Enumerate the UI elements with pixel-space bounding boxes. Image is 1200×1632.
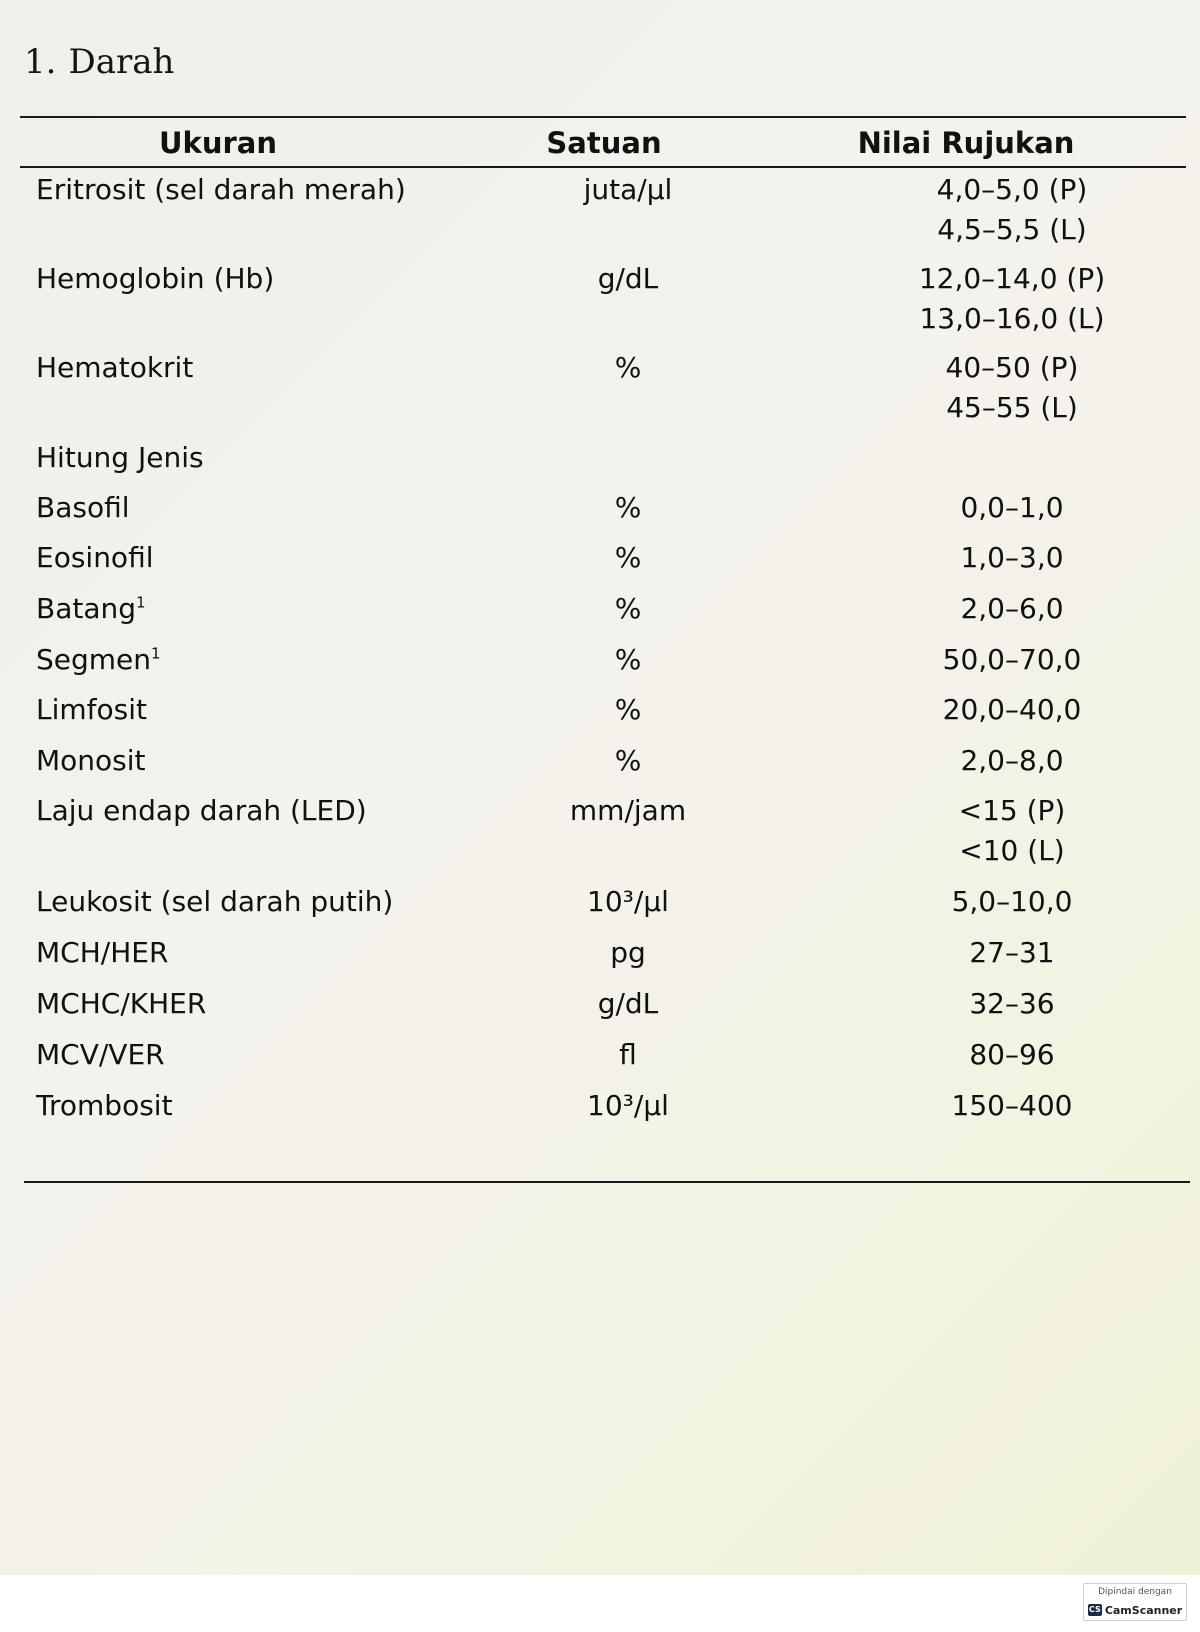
row-unit: mm/jam [569,794,687,827]
reference-female: <15 (P) [958,794,1066,827]
row-unit: % [614,351,642,384]
watermark-caption: Dipindai dengan [1098,1587,1172,1597]
row-unit: g/dL [597,987,659,1020]
row-unit: pg [610,936,646,969]
row-name: Monosit [36,744,146,777]
camscanner-logo-icon: CS [1088,1605,1101,1614]
row-unit: % [614,643,642,676]
reference-male: 4,5–5,5 (L) [937,213,1087,246]
row-name: Basofil [36,491,130,524]
row-name: MCH/HER [36,936,169,969]
row-name: MCHC/KHER [36,987,207,1020]
footnote-marker: 1 [136,593,146,612]
row-reference [937,170,1088,250]
row-name: Limfosit [36,693,147,726]
watermark-brand [1088,1604,1182,1617]
row-name-text: Batang [36,592,137,625]
row-reference: 1,0–3,0 [960,541,1064,574]
table-header-rule [20,166,1186,168]
row-name [36,589,146,629]
header-nilai-rujukan: Nilai Rujukan [857,126,1075,160]
row-unit: % [614,491,642,524]
row-reference: 2,0–8,0 [960,744,1064,777]
reference-female: 4,0–5,0 (P) [936,173,1088,206]
row-reference: 27–31 [969,936,1055,969]
row-name-text: Segmen [36,643,152,676]
row-reference: 2,0–6,0 [960,592,1064,625]
row-reference: 32–36 [969,987,1055,1020]
row-reference [959,791,1066,871]
watermark-brand-name: CamScanner [1104,1603,1183,1617]
row-reference [919,259,1105,339]
table-top-rule [20,116,1186,118]
row-unit: 10³/µl [587,885,669,918]
header-ukuran: Ukuran [159,126,277,160]
reference-male: <10 (L) [959,834,1065,867]
row-reference: 50,0–70,0 [942,643,1082,676]
camscanner-watermark [1083,1583,1187,1621]
section-title: Darah [68,42,175,82]
row-name: Eritrosit (sel darah merah) [36,173,406,206]
section-heading [24,42,174,82]
row-reference: 150–400 [951,1089,1073,1122]
row-reference: 20,0–40,0 [942,693,1082,726]
row-group-label: Hitung Jenis [36,441,204,474]
row-unit: % [614,541,642,574]
row-name: Eosinofil [36,541,154,574]
row-name: Trombosit [36,1089,173,1122]
reference-male: 13,0–16,0 (L) [919,302,1105,335]
row-unit: fl [619,1038,637,1071]
reference-female: 12,0–14,0 (P) [918,262,1106,295]
row-unit: % [614,592,642,625]
row-reference: 0,0–1,0 [960,491,1064,524]
section-number: 1. [24,42,57,82]
row-unit: % [614,693,642,726]
row-reference: 80–96 [969,1038,1055,1071]
row-unit: g/dL [597,262,659,295]
reference-male: 45–55 (L) [946,391,1078,424]
row-unit: juta/µl [583,173,673,206]
reference-female: 40–50 (P) [945,351,1079,384]
row-unit: 10³/µl [587,1089,669,1122]
row-name: MCV/VER [36,1038,165,1071]
row-name: Hemoglobin (Hb) [36,262,275,295]
row-unit: % [614,744,642,777]
row-name: Leukosit (sel darah putih) [36,885,394,918]
table-bottom-rule [24,1181,1190,1183]
header-satuan: Satuan [546,126,662,160]
footnote-marker: 1 [151,644,161,663]
row-reference: 5,0–10,0 [951,885,1073,918]
row-name [36,640,161,680]
row-name: Laju endap darah (LED) [36,794,367,827]
row-name: Hematokrit [36,351,194,384]
row-reference [946,348,1079,428]
